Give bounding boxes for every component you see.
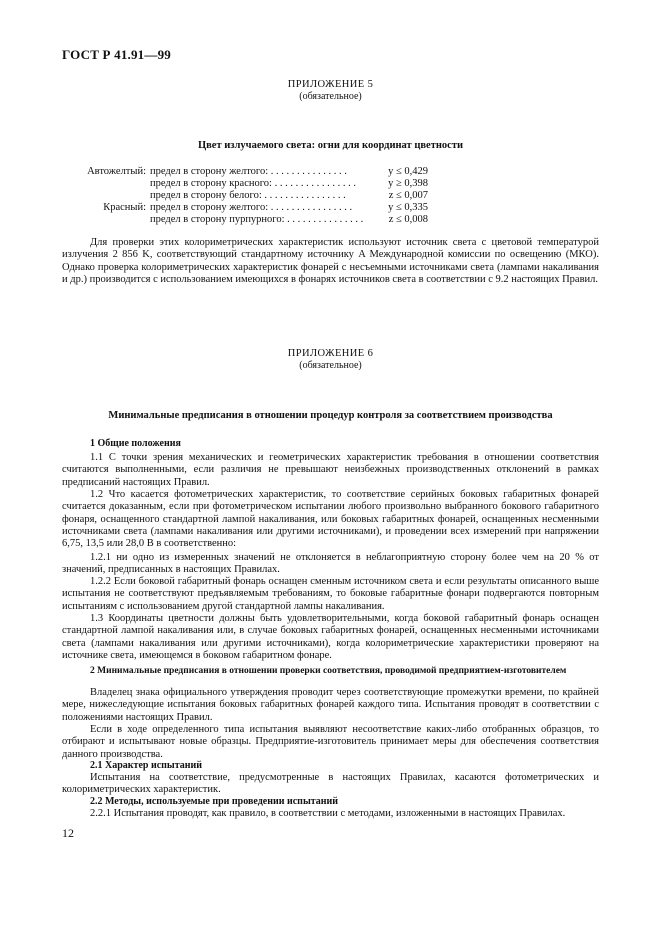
limit-label: Автожелтый: (87, 166, 146, 177)
paragraph-1-2-1: 1.2.1 ни одно из измеренных значений не отклоняется в неблагоприятную сторону более чем на 20 % от значений, предписанных в настоящих Правилах. (62, 552, 599, 576)
section-2-title: 2 Минимальные предписания в отношении проверки соответствия, проводимой предприятием-изготовителем (90, 666, 567, 676)
appendix-5-title: ПРИЛОЖЕНИЕ 5 (287, 79, 374, 90)
limit-row (60, 202, 480, 214)
limit-text: предел в сторону красного: . . . . . . . . . . . . . . . . (150, 178, 356, 189)
limit-row (60, 214, 480, 226)
section-1-title: 1 Общие положения (90, 438, 181, 449)
limit-row (60, 178, 480, 190)
paragraph-2-1: Испытания на соответствие, предусмотренные в настоящих Правилах, касаются фотометрических и колориметрических характеристик. (62, 772, 599, 796)
limit-label: Красный: (103, 202, 146, 213)
paragraph-1-2-2: 1.2.2 Если боковой габаритный фонарь оснащен сменным источником света и если результаты описанного выше испытания не соответствуют предъявляемым требованиям, то боковые габаритные фонари подвергаются повторным испытаниям с использованием другой стандартной лампы накаливания. (62, 576, 599, 612)
limit-value: y ≥ 0,398 (388, 178, 428, 189)
limit-text: предел в сторону белого: . . . . . . . . . . . . . . . . (150, 190, 346, 201)
appendix-5-subtitle: (обязательное) (299, 91, 362, 102)
paragraph-1-1: 1.1 С точки зрения механических и геометрических характеристик требования в отношении соответствия считаются выполненными, если различия не превышают неизбежных производственных отклонений в рамках предписаний настоящих Правил. (62, 452, 599, 488)
limit-row (60, 190, 480, 202)
appendix-5-heading: Цвет излучаемого света: огни для координат цветности (197, 140, 464, 151)
limit-text: предел в сторону желтого: . . . . . . . . . . . . . . . (150, 166, 347, 177)
paragraph-2-b: Если в ходе определенного типа испытания выявляют несоответствие каких-либо отобранных образцов, то отбирают и испытывают новые образцы. Предприятие-изготовитель принимает меры для обеспечения соответствия данного производства. (62, 724, 599, 760)
limit-value: y ≤ 0,335 (388, 202, 428, 213)
limit-value: y ≤ 0,429 (388, 166, 428, 177)
page-number: 12 (62, 826, 74, 840)
appendix-6-heading: Минимальные предписания в отношении процедур контроля за соответствием производства (108, 410, 553, 421)
section-2-2-title: 2.2 Методы, используемые при проведении испытаний (90, 796, 339, 807)
paragraph-1-3: 1.3 Координаты цветности должны быть удовлетворительными, когда боковой габаритный фонарь оснащен стандартной лампой накаливания или, в случае боковых габаритных фонарей, оснащенных несменными источниками света (лампами накаливания или другими источниками), когда колориметрические характеристики проверяют на источнике света, имеющемся в боковом габаритном фонаре. (62, 613, 599, 661)
paragraph-1-2: 1.2 Что касается фотометрических характеристик, то соответствие серийных боковых габаритных фонарей считается доказанным, если при фотометрическом испытании любого произвольно выбранного бокового габаритного фонаря, оснащенного стандартной лампой накаливания, или боковых габаритных фонарей, оснащенных несменными источниками света (лампами накаливания или другими источниками), и проведении всех измерений при напряжении 6,75, 13,5 или 28,0 В в соответственно: (62, 489, 599, 550)
paragraph-2-a: Владелец знака официального утверждения проводит через соответствующие промежутки времени, по крайней мере, нижеследующие испытания боковых габаритных фонарей каждого типа. Испытания проводят в соответствии с положениями настоящих Правил. (62, 687, 599, 723)
standard-code: ГОСТ Р 41.91—99 (62, 47, 171, 62)
limit-row (60, 166, 480, 178)
limit-text: предел в сторону пурпурного: . . . . . . . . . . . . . . . (150, 214, 364, 225)
chromaticity-limits (60, 166, 480, 226)
appendix-5-paragraph: Для проверки этих колориметрических характеристик используют источник света с цветовой температурой излучения 2 856 K, соответствующий стандартному источнику A Международной комиссии по освещению (МКО). Однако проверка колориметрических характеристик фонарей с несъемными источниками света (лампами накаливания и др.) производится с использованием имеющихся в фонарях источников света в соответствии с 9.2 настоящих Правил. (62, 237, 599, 285)
limit-text: предел в сторону желтого: . . . . . . . . . . . . . . . . (150, 202, 353, 213)
limit-value: z ≤ 0,008 (388, 214, 428, 225)
paragraph-2-2-1: 2.2.1 Испытания проводят, как правило, в соответствии с методами, изложенными в настоящих Правилах. (90, 808, 566, 819)
appendix-6-title: ПРИЛОЖЕНИЕ 6 (287, 348, 374, 359)
section-2-1-title: 2.1 Характер испытаний (90, 760, 203, 771)
limit-value: z ≤ 0,007 (388, 190, 428, 201)
appendix-6-subtitle: (обязательное) (299, 360, 362, 371)
